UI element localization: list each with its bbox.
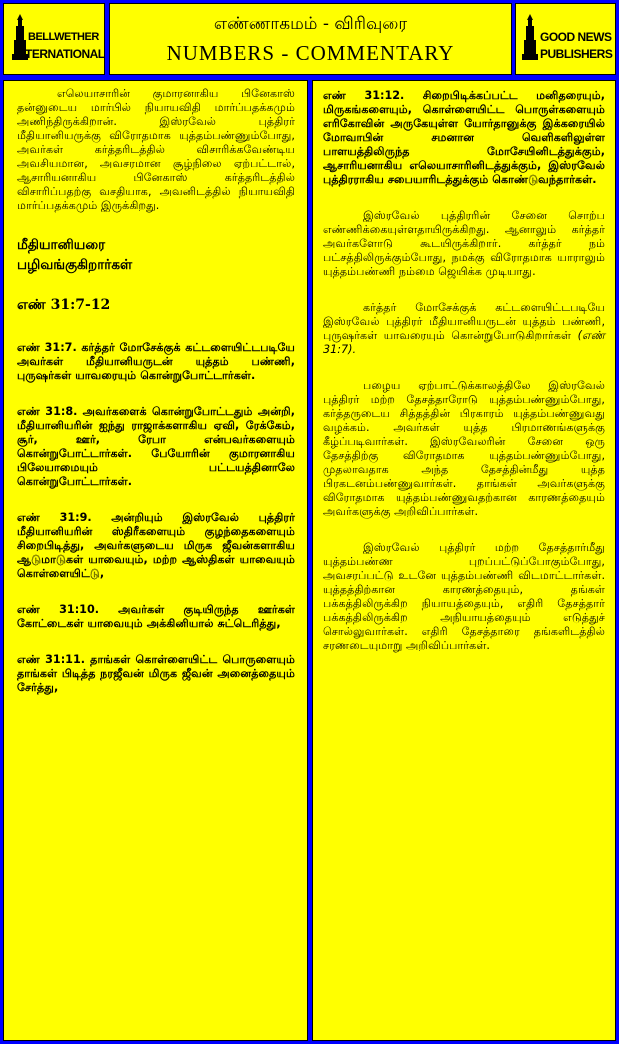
verse-31-9: எண் 31:9. அன்றியும் இஸ்ரவேல் புத்திரர் மீதியானியரின் ஸ்திரீகளையும் குழந்தைகளையும் சிறைபிடித்து, அவர்களுடைய மிருக ஜீவன்களாகிய ஆடுமாடுகள் யாவையும், மற்ற ஆஸ்திகள் யாவையும் கொள்ளையிட்டு, xyxy=(17,511,295,580)
logo-left-line2: INTERNATIONAL xyxy=(14,47,105,61)
page-title xyxy=(109,3,512,75)
section-heading-line2: பழிவங்குகிறார்கள் xyxy=(17,257,133,273)
title-english: NUMBERS - COMMENTARY xyxy=(166,41,455,65)
left-column xyxy=(3,80,308,1041)
bellwether-logo xyxy=(3,3,105,75)
commentary-paragraph-3: பழைய ஏற்பாட்டுக்காலத்திலே இஸ்ரவேல் புத்திரர் மற்ற தேசத்தாரோடு யுத்தம்பண்ணும்போது, கர்த்தருடைய சித்தத்தின் பிரகாரம் யுத்தம்பண்ணுவது வழக்கம். அவர்கள் யுத்த பிரமாணங்களுக்கு கீழ்ப்படிவார்கள். இஸ்ரவேலரின் சேனை ஒரு தேசத்திற்கு விரோதமாக யுத்தம்பண்ணும்போது, முதலாவதாக அந்த தேசத்தின்மீது யுத்த பிரகடனம்பண்ணுவார்கள். தாங்கள் அவர்களுக்கு விரோதமாக யுத்தம்பண்ணுவதற்கான காரணத்தையும் அவர்களுக்கு அறிவிப்பார்கள். xyxy=(323,379,605,518)
section-heading-line1: மீதியானியரை xyxy=(17,237,106,253)
logo-left-line1: BELLWETHER xyxy=(28,31,99,43)
logo-right-line2: PUBLISHERS xyxy=(540,47,613,61)
commentary-paragraph-2 xyxy=(323,301,605,357)
verse-31-8: எண் 31:8. அவர்களைக் கொன்றுபோட்டதும் அன்றி, மீதியானியரின் ஐந்து ராஜாக்களாகிய ஏவி, ரேக்கேம், சூர், ஊர், ரேபா என்பவர்களையும் கொன்றுபோட்டார்கள். பேயோரின் குமாரனாகிய பிலேயாமையும் பட்டயத்தினாலே கொன்றுபோட்டார்கள். xyxy=(17,405,295,488)
paragraph-2-reference: (எண் 31:7). xyxy=(323,329,605,356)
commentary-paragraph-4: இஸ்ரவேல் புத்திரர் மற்ற தேசத்தார்மீது யுத்தம்பண்ண புறப்பட்டுப்போகும்போது, அவசரப்பட்டு உடனே யுத்தம்பண்ணி விடமாட்டார்கள். யுத்தத்திற்கான காரணத்தையும், தங்கள் பக்கத்திலிருக்கிற நியாயத்தையும், எதிரி தேசத்தார் பக்கத்திலிருக்கிற அநியாயத்தையும் எடுத்துச் சொல்லுவார்கள். எதிரி தேசத்தாரை தங்களிடத்தில் சரணடையுமாறு அறிவிப்பார்கள். xyxy=(323,541,605,652)
commentary-paragraph-1: இஸ்ரவேல் புத்திரரின் சேனை சொற்ப எண்ணிக்கையுள்ளதாயிருக்கிறது. ஆனாலும் கர்த்தர் அவர்களோடு கூடயிருக்கிறார். கர்த்தர் நம் பட்சத்திலிருக்கும்போது, நமக்கு விரோதமாக யாராலும் யுத்தம்பண்ணி நம்மை ஜெயிக்க முடியாது. xyxy=(323,209,605,278)
right-column xyxy=(312,80,616,1041)
verse-31-7: எண் 31:7. கர்த்தர் மோசேக்குக் கட்டளையிட்டபடியே அவர்கள் மீதியானியருடன் யுத்தம் பண்ணி, புருஷர்கள் யாவரையும் கொன்றுபோட்டார்கள். xyxy=(17,341,295,382)
good-news-logo xyxy=(515,3,616,75)
section-reference: எண் 31:7-12 xyxy=(17,297,111,313)
verse-31-10: எண் 31:10. அவர்கள் குடியிருந்த ஊர்கள் கோட்டைகள் யாவையும் அக்கினியால் சுட்டெரித்து, xyxy=(17,603,295,630)
verse-31-12: எண் 31:12. சிறைபிடிக்கப்பட்ட மனிதரையும், மிருகங்களையும், கொள்ளையிட்ட பொருள்களையும் எரிகோவின் அருகேயுள்ள யோர்தானுக்கு இக்கரையில் மோவாபின் சமனான வெளிகளிலுள்ள பாளயத்திலிருந்த மோசேயினிடத்துக்கும், ஆசாரியனாகிய எலெயாசாரினிடத்துக்கும், இஸ்ரவேல் புத்திரராகிய சபையாரிடத்துக்கும் கொண்டுவந்தார்கள். xyxy=(323,89,605,186)
intro-paragraph: எலெயாசாரின் குமாரனாகிய பினேகாஸ் தன்னுடைய மார்பில் நியாயவிதி மார்ப்பதக்கமும் அணிந்திருக்கிறான். இஸ்ரவேல் புத்திரர் மீதியானியருக்கு விரோதமாக யுத்தம்பண்ணும்போது, அவர்கள் கர்த்தரிடத்தில் விசாரிக்கவேண்டிய அவசியமான, அவசரமான சூழ்நிலை ஏற்பட்டால், ஆசாரியனாகிய பினேகாஸ் கர்த்தரிடத்தில் விசாரிப்பதற்கு வசதியாக, அவனிடத்தில் நியாயவிதி மார்ப்பதக்கமும் இருக்கிறது. xyxy=(17,87,295,212)
paragraph-2-text: கர்த்தர் மோசேக்குக் கட்டளையிட்டபடியே இஸ்ரவேல் புத்திரர் மீதியானியருடன் யுத்தம் பண்ணி, புருஷர்கள் யாவரையும் கொன்றுபோடுகிறார்கள் xyxy=(323,301,605,342)
logo-right-line1: GOOD NEWS xyxy=(540,30,612,44)
good-news-emblem-icon xyxy=(522,14,538,62)
verse-31-11: எண் 31:11. தாங்கள் கொள்ளையிட்ட பொருளையும் தாங்கள் பிடித்த நரஜீவன் மிருக ஜீவன் அனைத்தையும் சேர்த்து, xyxy=(17,653,295,694)
title-tamil: எண்ணாகமம் - விரிவுரை xyxy=(213,14,408,34)
